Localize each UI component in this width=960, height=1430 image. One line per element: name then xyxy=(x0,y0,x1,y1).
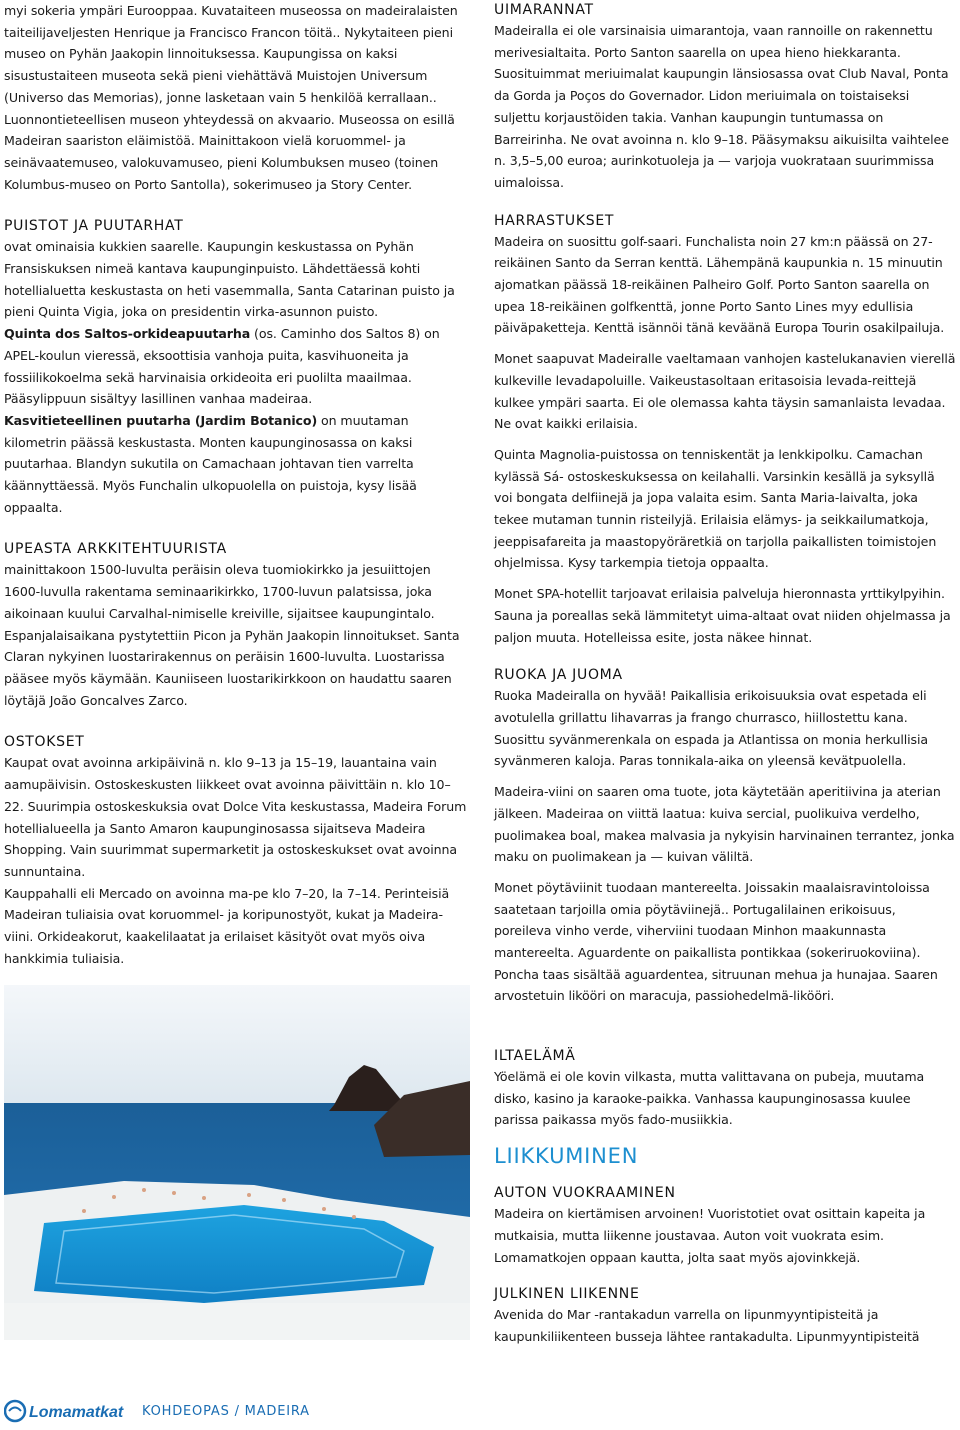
museums-paragraph: myi sokeria ympäri Eurooppaa. Kuvataiteen museossa on madeiralaisten taiteilijaveljesten Henrique ja Francisco Francon töitä.. Nykytaiteen pieni museo on Pyhän Jaakopin linnoituksessa. Kaupungissa on kaksi sisustustaiteen museota sekä pieni viehättävä Muistojen Universum (Universo das Memorias), jonne lasketaan vain 5 henkilöä kerrallaan.. Luonnontieteellisen museon yhteydessä on akvaario. Museossa on esillä Madeiran saariston eläimistöä. Mainittakoon vielä koruommel- ja seinävaatemuseo, valokuvamuseo, pieni Kolumbuksen museo (toinen Kolumbus-museo on Porto Santolla), sokerimuseo ja Story Center. xyxy=(4,3,458,192)
nightlife-section xyxy=(494,1046,956,1131)
sea-pool-photo xyxy=(4,985,470,1340)
museums-section xyxy=(4,0,470,195)
activities-heading: HARRASTUKSET xyxy=(494,212,615,229)
orchid-garden-text: (os. Caminho dos Saltos 8) on APEL-koulun vieressä, eksoottisia vanhoja puita, kasvihuoneita ja fossiilikokoelma sekä harvinaisia orkideoita eri puolilta maailmaa. Pääsylippuun sisältyy lasillinen vanhaa madeiraa. xyxy=(4,326,440,407)
parks-section xyxy=(4,216,470,518)
botanical-garden-name: Kasvitieteellinen puutarha (Jardim Botanico) xyxy=(4,412,318,428)
sea-pool-illustration xyxy=(4,985,470,1340)
car-rental-heading: AUTON VUOKRAAMINEN xyxy=(494,1185,676,1202)
shopping-section xyxy=(4,732,470,969)
activities-section xyxy=(494,211,956,649)
shopping-paragraph-2: Kauppahalli eli Mercado on avoinna ma-pe klo 7–20, la 7–14. Perinteisiä Madeiran tuliaisia ovat koruommel- ja koripunostyöt, kukat ja Madeira-viini. Orkideakorut, kaakelilaatat ja erilaiset käsityöt ovat myös oiva hankkimia tuliaisia. xyxy=(4,885,450,966)
car-rental-paragraph: Madeira on kiertämisen arvoinen! Vuoristotiet ovat osittain kapeita ja mutkaisia, mutta liikenne joustavaa. Auton voit vuokrata esim. Lomamatkojen oppaan kautta, jolta saat myös ajovinkkejä. xyxy=(494,1206,926,1265)
golf-paragraph: Madeira on suosittu golf-saari. Funchalista noin 27 km:n päässä on 27-reikäinen Santo da Serran kenttä. Lähempänä kaupunkia n. 15 minuutin ajomatkan päässä 18-reikäinen Palheiro Golf. Porto Santon saarella on upea 18-reikäinen golfkenttä, jonne Porto Santo Lines myy edullisia päiväpaketteja. Kenttä isännöi tänä keväänä Europa Tourin osakilpailuja. xyxy=(494,233,945,336)
parks-heading: PUISTOT JA PUUTARHAT xyxy=(4,218,184,235)
beaches-heading: UIMARANNAT xyxy=(494,2,594,18)
public-transport-heading: JULKINEN LIIKENNE xyxy=(494,1286,640,1303)
architecture-section xyxy=(4,539,470,711)
architecture-paragraph: mainittakoon 1500-luvulta peräisin oleva tuomiokirkko ja jesuiittojen 1600-luvulla rakentama seminaarikirkko, 1700-luvun palatsissa, joka aikoinaan kuului Carvalhal-nimiselle kreiville, sijaitsee kaupungintalo. Espanjalaisaikana pystytettiin Picon ja Pyhän Jaakopin linnoitukset. Santa Claran nykyinen luostarirakennus on peräisin 1600-luvulta. Luostarissa pääsee myös käymään. Kauniiseen luostarikirkkoon on haudattu saaren löytäjä João Goncalves Zarco. xyxy=(4,562,460,708)
transport-title: LIIKKUMINEN xyxy=(494,1144,639,1169)
car-rental-section xyxy=(494,1183,956,1268)
tennis-paragraph: Quinta Magnolia-puistossa on tenniskentät ja lenkkipolku. Camachan kylässä Sá- ostoskeskuksessa on keilahalli. Varsinkin kesällä ja syksyllä voi bongata delfiinejä ja jopa valaita esim. Santa Maria-laivalta, joka tekee mutaman tunnin risteilyjä. Erilaisia elämys- ja seikkailumatkoja, jeeppisafareita ja maastopyöräretkiä on tarjolla paikallisten toimistojen ohjelmissa. Kysy tarkempia tietoja oppaalta. xyxy=(494,446,937,571)
left-column xyxy=(4,0,470,969)
food-heading: RUOKA JA JUOMA xyxy=(494,667,623,684)
parks-paragraph-2 xyxy=(4,323,470,410)
parks-paragraph-1: ovat ominaisia kukkien saarelle. Kaupungin keskustassa on Pyhän Fransiskuksen nimeä kantava kaupunginpuisto. Lähdettäessä kohti hotellialuetta keskustasta on heti vasemmalla, Santa Catarinan puisto ja pieni Quinta Vigia, joka on presidentin virka-asunnon puisto. xyxy=(4,239,455,320)
footer-label: KOHDEOPAS / MADEIRA xyxy=(142,1404,310,1419)
levada-paragraph: Monet saapuvat Madeiralle vaeltamaan vanhojen kastelukanavien vierellä kulkeville levadapoluille. Vaikeustasoltaan eritasoisia levada-reittejä kulkee ympäri saarta. Ei ole olemassa kahta täysin samanlaista levadaa. Ne ovat kaikki erilaisia. xyxy=(494,351,956,432)
food-paragraph-3: Monet pöytäviinit tuodaan mantereelta. Joissakin maalaisravintoloissa saatetaan tarjoilla omia pöytäviinejä.. Portugalilainen erikoisuus, poreileva vinho verde, viherviini tuodaan Minhon maakunnasta mantereelta. Aguardente on paikallista pontikkaa (sokeriruokoviina). Poncha taas sisältää aguardentea, sitruunan mehua ja hunajaa. Saaren arvostetuin likööri on maracuja, passiohedelmä-likööri. xyxy=(494,879,938,1004)
food-section xyxy=(494,665,956,1007)
nightlife-paragraph: Yöelämä ei ole kovin vilkasta, mutta valittavana on pubeja, muutama disko, kasino ja karaoke-paikka. Vanhassa kaupunginosassa kuulee parissa paikassa myös fado-musiikkia. xyxy=(494,1069,925,1128)
right-column-lower xyxy=(494,1046,956,1348)
right-column xyxy=(494,0,956,1007)
shopping-heading: OSTOKSET xyxy=(4,734,85,751)
food-paragraph-2: Madeira-viini on saaren oma tuote, jota käytetään aperitiivina ja aterian jälkeen. Madeiraa on viittä laatua: kuiva sercial, puolikuiva verdelho, puolimakea boal, makea malvasia ja nykyisin harvinainen terrantez, jonka maku on puolimakean ja — kuivan väliltä. xyxy=(494,784,955,865)
shopping-paragraph-1: Kaupat ovat avoinna arkipäivinä n. klo 9–13 ja 15–19, lauantaina vain aamupäivisin. Ostoskeskusten liikkeet ovat avoinna päivittäin n. klo 10–22. Suurimpia ostoskeskuksia ovat Dolce Vita keskustassa, Madeira Forum hotellialueella ja Santo Amaron kaupunginosassa sijaitseva Madeira Shopping. Vain suurimmat supermarketit ja ostoskeskukset ovat avoinna sunnuntaina. xyxy=(4,755,467,879)
lomamatkat-logo xyxy=(4,1398,124,1424)
parks-paragraph-3 xyxy=(4,410,470,519)
architecture-heading: UPEASTA ARKKITEHTUURISTA xyxy=(4,541,227,558)
beaches-section xyxy=(494,0,956,194)
page-footer xyxy=(4,1398,504,1424)
logo-wordmark: Lomamatkat xyxy=(29,1404,124,1421)
botanical-garden-text: on muutaman kilometrin päässä keskustasta. Monten kaupunginosassa on kaksi puutarhaa. Blandyn sukutila on Camachaan johtavan tien varrelta käännyttäessä. Myös Funchalin ulkopuolella on puistoja, kysy lisää oppaalta. xyxy=(4,412,417,515)
food-paragraph-1: Ruoka Madeiralla on hyvää! Paikallisia erikoisuuksia ovat espetada eli avotulella grillattu lihavarras ja frango churrasco, hiillostettu kana. Suosittu syvänmerenkala on espada ja Atlantissa on monia herkullisia syvänmeren kaloja. Paras tonnikala-aika on yleensä kevätpuolella. xyxy=(494,688,929,769)
orchid-garden-name: Quinta dos Saltos-orkideapuutarha xyxy=(4,326,251,342)
spa-paragraph: Monet SPA-hotellit tarjoavat erilaisia palveluja hieronnasta yrttikylpyihin. Sauna ja poreallas sekä lämmitetyt uima-altaat ovat niiden ohjelmassa ja paljon muuta. Hotelleissa esite, josta näkee hinnat. xyxy=(494,586,951,645)
public-transport-section xyxy=(494,1284,956,1347)
beaches-paragraph: Madeiralla ei ole varsinaisia uimarantoja, vaan rannoille on rakennettu merivesialtaita. Porto Santon saarella on upea hieno hiekkaranta. Suosituimmat meriuimalat kaupungin länsiosassa ovat Club Naval, Ponta da Gorda ja Poços do Governador. Lidon meriuimala on toistaiseksi suljettu korjaustöiden takia. Vanhan kaupungin tuntumassa on Barreirinha. Ne ovat avoinna n. klo 9–18. Pääsymaksu aikuisilta vaihtelee n. 3,5–5,00 euroa; aurinkotuoleja ja — varjoja vuokrataan suurimmissa uimaloissa. xyxy=(494,23,949,190)
public-transport-paragraph: Avenida do Mar -rantakadun varrella on lipunmyyntipisteitä ja kaupunkiliikenteen busseja lähtee rantakadulta. Lipunmyyntipisteitä xyxy=(494,1307,920,1344)
nightlife-heading: ILTAELÄMÄ xyxy=(494,1048,576,1064)
